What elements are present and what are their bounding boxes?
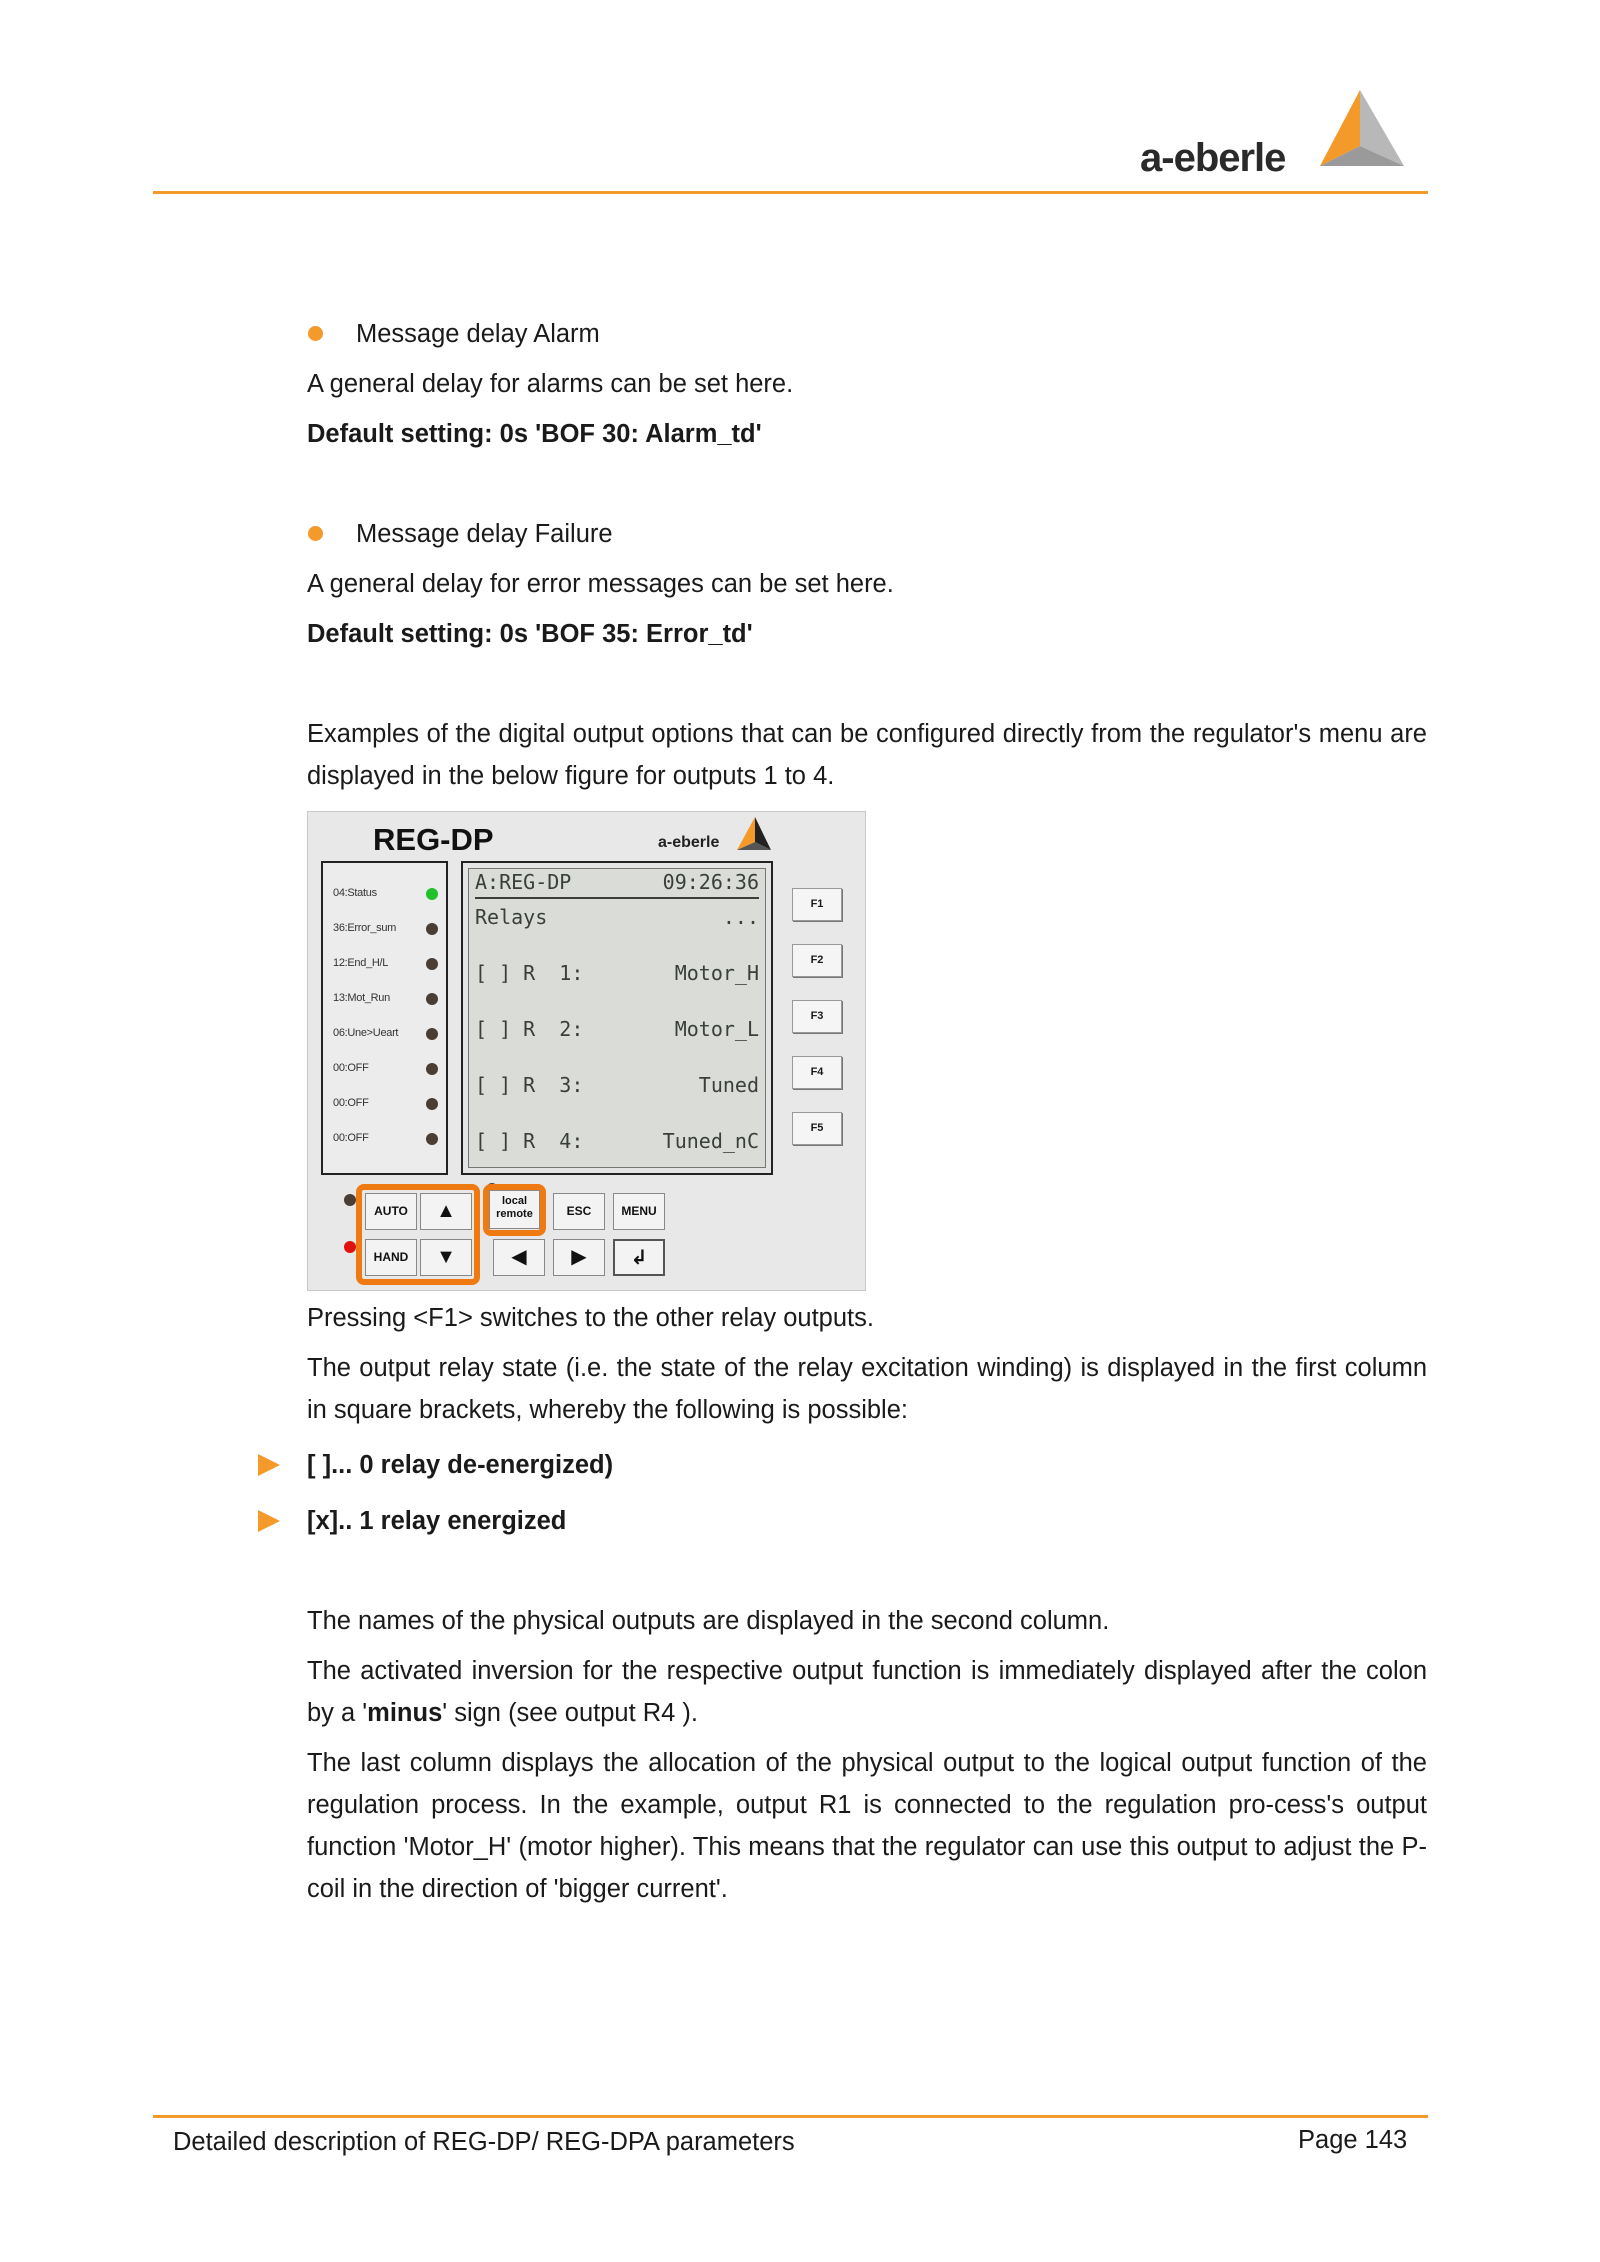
lcd-relay-label: [ ] R 1:	[475, 961, 584, 985]
remote-label: remote	[496, 1208, 533, 1220]
led-label: 04:Status	[333, 887, 377, 899]
enter-button[interactable]: ↲	[613, 1239, 665, 1276]
lcd-screen	[468, 868, 766, 1168]
device-logo-text: a-eberle	[658, 834, 720, 851]
inversion-text-before: The activated inversion for the respective output function is immediately displayed after the colon by a '	[307, 1657, 1427, 1727]
lcd-relay-function: Tuned	[698, 1073, 759, 1097]
status-led	[426, 958, 438, 970]
lcd-menu-more: ...	[722, 905, 759, 929]
footer-rule	[153, 2115, 1428, 2118]
device-figure	[307, 811, 866, 1291]
inversion-bold-word: minus	[367, 1699, 443, 1727]
lcd-relay-row	[475, 961, 759, 987]
state-energized: [x].. 1 relay energized	[307, 1507, 567, 1535]
lcd-relay-row	[475, 1073, 759, 1099]
page-number: Page 143	[1298, 2126, 1408, 2154]
lcd-relay-row	[475, 1017, 759, 1043]
led-row	[333, 1060, 438, 1080]
lcd-relay-label: [ ] R 3:	[475, 1073, 584, 1097]
status-led	[426, 1028, 438, 1040]
section-description: A general delay for error messages can be set here.	[307, 570, 894, 598]
triangle-bullet-icon	[258, 1510, 280, 1532]
paragraph-f1: Pressing <F1> switches to the other relay outputs.	[307, 1304, 874, 1332]
section-description: A general delay for alarms can be set here.	[307, 370, 794, 398]
f5-key[interactable]: F5	[792, 1112, 842, 1145]
status-led	[426, 993, 438, 1005]
bullet-heading: Message delay Failure	[356, 520, 613, 548]
led-row	[333, 885, 438, 905]
esc-button[interactable]: ESC	[553, 1193, 605, 1230]
bullet-heading: Message delay Alarm	[356, 320, 600, 348]
local-remote-button[interactable]	[489, 1190, 540, 1229]
lcd-display	[461, 861, 773, 1175]
status-led	[426, 923, 438, 935]
lcd-relay-function: Tuned_nC	[662, 1129, 759, 1153]
left-arrow-button[interactable]: ◀	[493, 1239, 545, 1276]
led-row	[333, 1095, 438, 1115]
up-arrow-button[interactable]: ▲	[420, 1193, 472, 1230]
lcd-separator	[475, 897, 759, 899]
led-label: 12:End_H/L	[333, 957, 389, 969]
status-led	[426, 1098, 438, 1110]
auto-led	[344, 1194, 356, 1206]
led-label: 06:Une>Ueart	[333, 1027, 399, 1039]
status-led	[426, 888, 438, 900]
logo-text: a-eberle	[1140, 136, 1286, 180]
intro-paragraph: Examples of the digital output options that can be configured directly from the regulator's menu are displayed in the below figure for outputs 1 to 4.	[307, 720, 1427, 790]
led-row	[333, 955, 438, 975]
down-arrow-button[interactable]: ▼	[420, 1239, 472, 1276]
hand-led	[344, 1241, 356, 1253]
f1-key[interactable]: F1	[792, 888, 842, 921]
led-row	[333, 1130, 438, 1150]
lcd-device-name: A:REG-DP	[475, 870, 572, 894]
paragraph-inversion	[307, 1650, 1427, 1734]
lcd-clock: 09:26:36	[662, 870, 759, 894]
lcd-relay-function: Motor_H	[674, 961, 759, 985]
lcd-menu-line	[475, 905, 759, 931]
f3-key[interactable]: F3	[792, 1000, 842, 1033]
lcd-relay-function: Motor_L	[674, 1017, 759, 1041]
status-led	[426, 1133, 438, 1145]
hand-button[interactable]: HAND	[365, 1239, 417, 1276]
status-led	[426, 1063, 438, 1075]
inversion-text-after: ' sign (see output R4 ).	[442, 1699, 698, 1727]
default-setting: Default setting: 0s 'BOF 30: Alarm_td'	[307, 420, 762, 448]
bullet-dot	[308, 526, 323, 541]
state-de-energized: [ ]... 0 relay de-energized)	[307, 1451, 614, 1479]
f4-key[interactable]: F4	[792, 1056, 842, 1089]
led-label: 36:Error_sum	[333, 922, 397, 934]
led-panel	[321, 861, 448, 1175]
paragraph-relay-state: The output relay state (i.e. the state of the relay excitation winding) is displayed in the first column in square brackets, whereby the following is possible:	[307, 1354, 1427, 1424]
led-label: 00:OFF	[333, 1097, 369, 1109]
header-rule	[153, 191, 1428, 194]
lcd-menu-title: Relays	[475, 905, 548, 929]
company-logo	[1140, 88, 1410, 188]
f2-key[interactable]: F2	[792, 944, 842, 977]
led-label: 00:OFF	[333, 1132, 369, 1144]
led-row	[333, 920, 438, 940]
footer-title: Detailed description of REG-DP/ REG-DPA parameters	[173, 2128, 795, 2156]
led-row	[333, 1025, 438, 1045]
led-label: 13:Mot_Run	[333, 992, 390, 1004]
menu-button[interactable]: MENU	[613, 1193, 665, 1230]
lcd-relay-row	[475, 1129, 759, 1155]
lcd-relay-label: [ ] R 4:	[475, 1129, 584, 1153]
logo-triangle-icon	[1312, 88, 1408, 176]
led-row	[333, 990, 438, 1010]
led-label: 00:OFF	[333, 1062, 369, 1074]
default-setting: Default setting: 0s 'BOF 35: Error_td'	[307, 620, 753, 648]
paragraph-last-column: The last column displays the allocation of the physical output to the logical output function of the regulation process. In the example, output R1 is connected to the regulation pro-cess's output function 'Motor_H' (motor higher). This means that the regulator can use this output to adjust the P-coil in the direction of 'bigger current'.	[307, 1749, 1427, 1903]
device-title: REG-DP	[373, 822, 494, 857]
right-arrow-button[interactable]: ▶	[553, 1239, 605, 1276]
auto-button[interactable]: AUTO	[365, 1193, 417, 1230]
device-logo-icon	[733, 816, 773, 852]
lcd-header	[475, 870, 759, 896]
bullet-dot	[308, 326, 323, 341]
lcd-relay-label: [ ] R 2:	[475, 1017, 584, 1041]
local-label: local	[501, 1195, 528, 1207]
triangle-bullet-icon	[258, 1454, 280, 1476]
paragraph-second-column: The names of the physical outputs are displayed in the second column.	[307, 1607, 1110, 1635]
